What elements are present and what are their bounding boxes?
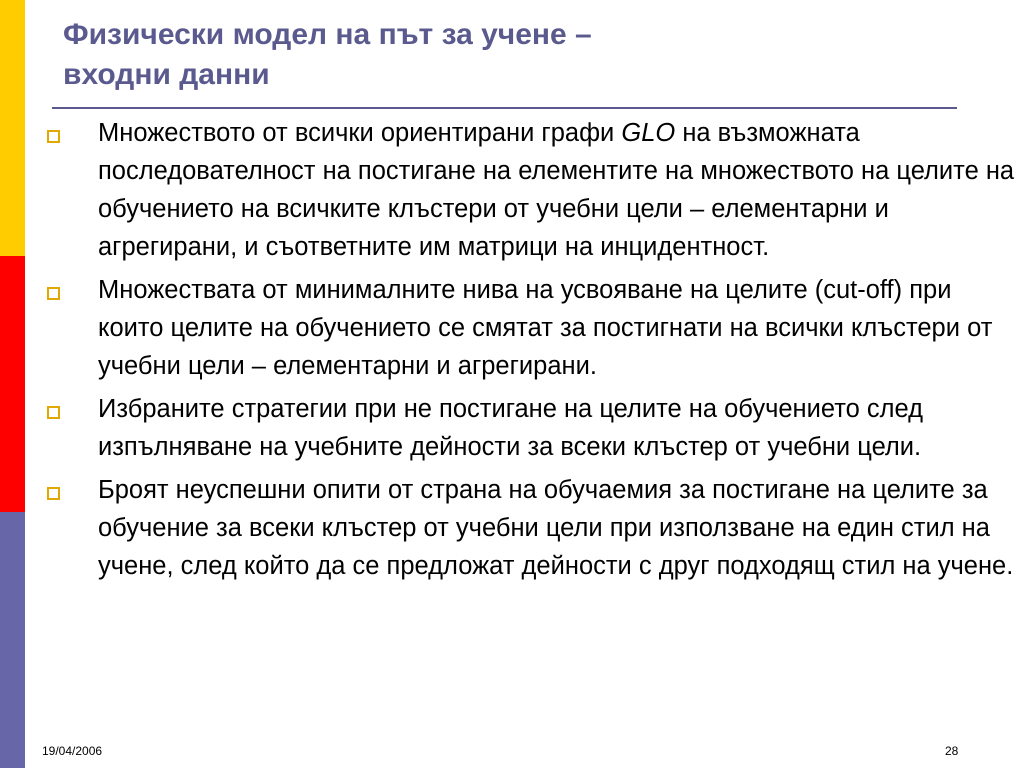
square-bullet-icon xyxy=(47,487,60,500)
bullet-text-1-part-b: на възможната последователност на постигане на елементите на множеството на целите на обучението на всичките клъстери от учебни цели – елементарни и агрегирани, и съответните им матрици на инцидентност. xyxy=(98,119,1015,261)
slide-title xyxy=(63,15,963,95)
bullet-item-2 xyxy=(0,271,1024,385)
bullet-item-1 xyxy=(0,114,1024,266)
footer-page-number: 28 xyxy=(945,744,959,758)
square-bullet-icon xyxy=(47,130,60,143)
bullet-item-4 xyxy=(0,471,1024,585)
bullet-item-3 xyxy=(0,390,1024,466)
title-underline-rule xyxy=(52,107,957,109)
bullet-text-3: Избраните стратегии при не постигане на целите на обучението след изпълняване на учебните дейности за всеки клъстер от учебни цели. xyxy=(98,395,924,461)
bullet-text-1-emphasis: GLO xyxy=(621,119,676,147)
bullet-text-1 xyxy=(98,114,1016,266)
bullet-list xyxy=(0,114,1024,590)
slide-title-line-1: Физически модел на път за учене – xyxy=(63,18,592,51)
square-bullet-icon xyxy=(47,287,60,300)
bullet-text-2: Множествата от минималните нива на усвояване на целите (cut-off) при които целите на обучението се смятат за постигнати на всички клъстери от учебни цели – елементарни и агрегирани. xyxy=(98,276,993,380)
bullet-text-4: Броят неуспешни опити от страна на обучаемия за постигане на целите за обучение за всеки клъстер от учебни цели при използване на един стил на учене, след който да се предложат дейности с друг подходящ стил на учене. xyxy=(98,476,1014,580)
footer-date: 19/04/2006 xyxy=(42,744,103,758)
bullet-text-1-part-a: Множеството от всички ориентирани графи xyxy=(98,119,622,147)
slide-title-line-2: входни данни xyxy=(63,58,270,91)
square-bullet-icon xyxy=(47,406,60,419)
